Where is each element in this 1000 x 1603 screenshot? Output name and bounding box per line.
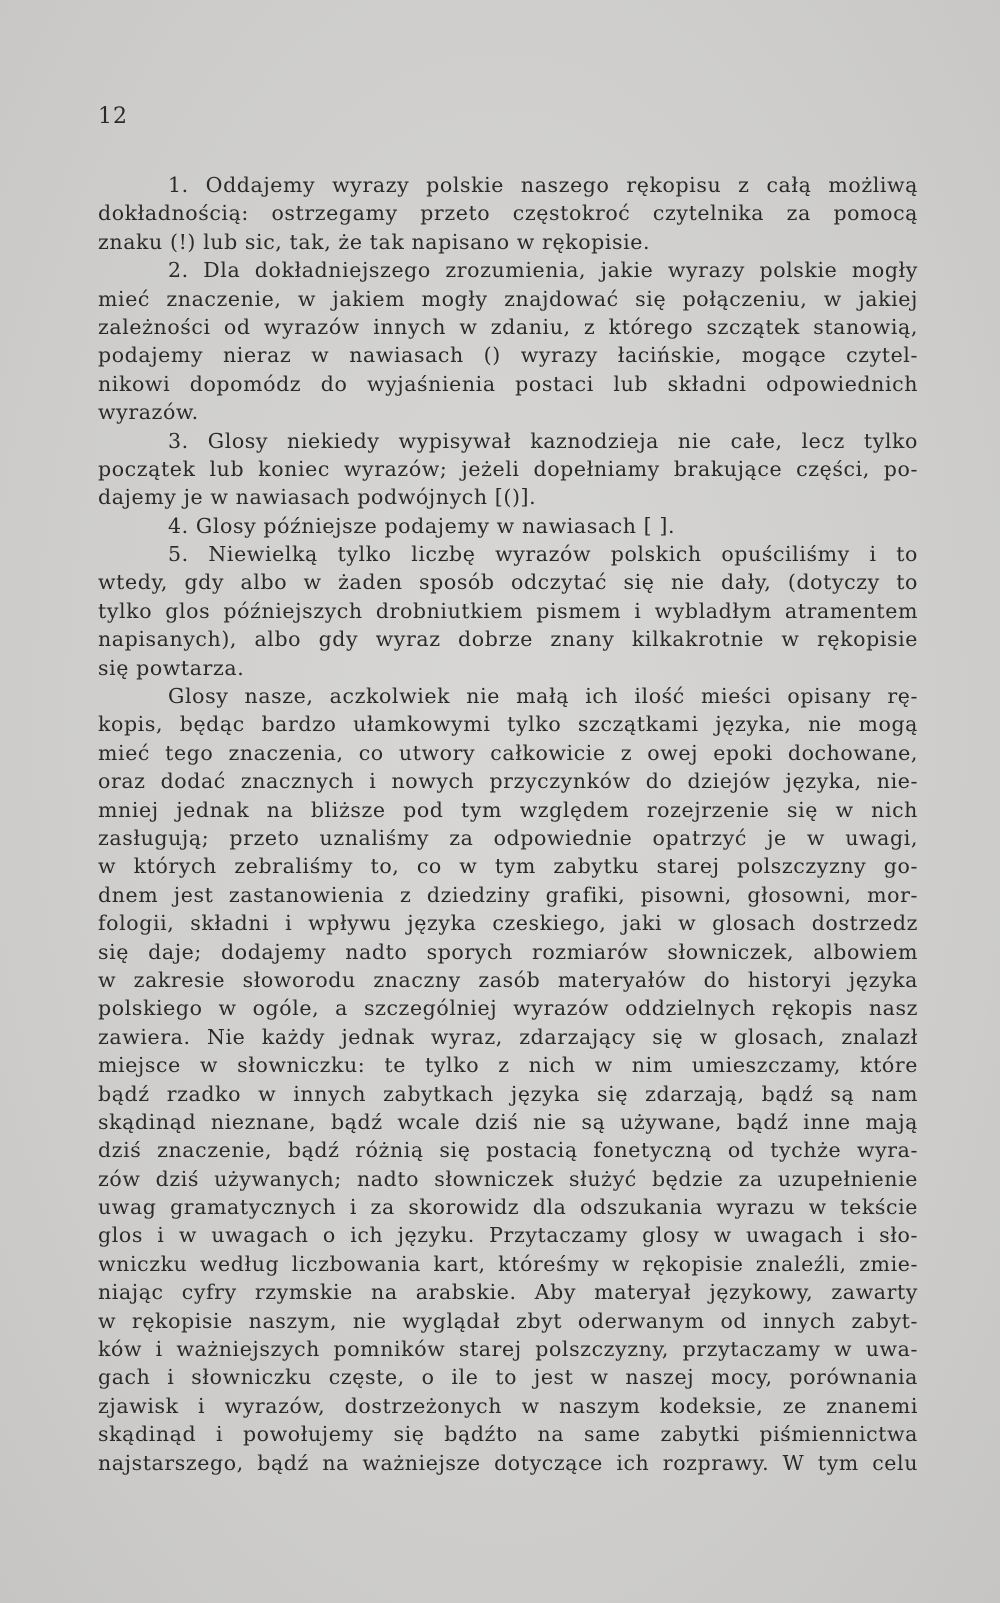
text-line: niając cyfry rzymskie na arabskie. Aby materyał językowy, zawarty	[98, 1280, 918, 1305]
text-line: najstarszego, bądź na ważniejsze dotyczące ich rozprawy. W tym celu	[98, 1450, 918, 1475]
text-line: skądinąd i powołujemy się bądźto na same zabytki piśmiennictwa	[98, 1422, 918, 1447]
text-line: podajemy nieraz w nawiasach () wyrazy łacińskie, mogące czytel-	[98, 343, 918, 368]
text-line: tylko glos późniejszych drobniutkiem pismem i wybladłym atramentem	[98, 598, 918, 623]
text-line: początek lub koniec wyrazów; jeżeli dopełniamy brakujące części, po-	[98, 456, 918, 481]
text-line: dokładnością: ostrzegamy przeto częstokroć czytelnika za pomocą	[98, 201, 918, 226]
text-line: 3. Glosy niekiedy wypisywał kaznodzieja nie całe, lecz tylko	[168, 428, 918, 453]
text-line: bądź rzadko w innych zabytkach języka się zdarzają, bądź są nam	[98, 1081, 918, 1106]
text-line: zależności od wyrazów innych w zdaniu, z którego szczątek stanowią,	[98, 314, 918, 339]
text-line: 4. Glosy późniejsze podajemy w nawiasach [ ].	[168, 513, 676, 538]
text-line: zów dziś używanych; nadto słowniczek służyć będzie za uzupełnienie	[98, 1166, 918, 1191]
text-line: zasługują; przeto uznaliśmy za odpowiednie opatrzyć je w uwagi,	[98, 825, 918, 850]
text-line: ków i ważniejszych pomników starej polszczyzny, przytaczamy w uwa-	[98, 1337, 918, 1362]
text-line: Glosy nasze, aczkolwiek nie małą ich ilość mieści opisany rę-	[168, 684, 918, 709]
text-line: nikowi dopomódz do wyjaśnienia postaci lub składni odpowiednich	[98, 371, 918, 396]
text-line: wyrazów.	[98, 400, 199, 425]
text-line: dajemy je w nawiasach podwójnych [()].	[98, 485, 537, 510]
text-line: znaku (!) lub sic, tak, że tak napisano w rękopisie.	[98, 229, 651, 254]
text-line: się powtarza.	[98, 655, 245, 680]
text-line: polskiego w ogóle, a szczególniej wyrazów oddzielnych rękopis nasz	[98, 996, 918, 1021]
text-line: w których zebraliśmy to, co w tym zabytku starej polszczyzny go-	[98, 854, 918, 879]
text-line: miejsce w słowniczku: te tylko z nich w nim umieszczamy, które	[98, 1053, 918, 1078]
text-line: kopis, będąc bardzo ułamkowymi tylko szczątkami języka, nie mogą	[98, 712, 918, 737]
text-line: uwag gramatycznych i za skorowidz dla odszukania wyrazu w tekście	[98, 1195, 918, 1220]
text-line: zjawisk i wyrazów, dostrzeżonych w naszym kodeksie, ze znanemi	[98, 1393, 918, 1418]
text-line: mieć tego znaczenia, co utwory całkowicie z owej epoki dochowane,	[98, 740, 918, 765]
text-line: 2. Dla dokładniejszego zrozumienia, jakie wyrazy polskie mogły	[168, 258, 918, 283]
text-line: w zakresie słoworodu znaczny zasób materyałów do historyi języka	[98, 967, 918, 992]
text-line: w rękopisie naszym, nie wyglądał zbyt oderwanym od innych zabyt-	[98, 1308, 918, 1333]
text-line: mieć znaczenie, w jakiem mogły znajdować się połączeniu, w jakiej	[98, 286, 918, 311]
text-line: skądinąd nieznane, bądź wcale dziś nie są używane, bądź inne mają	[98, 1109, 918, 1134]
text-line: gach i słowniczku częste, o ile to jest w naszej mocy, porównania	[98, 1365, 918, 1390]
text-line: wniczku według liczbowania kart, któreśmy w rękopisie znaleźli, zmie-	[98, 1251, 918, 1276]
text-line: się daje; dodajemy nadto sporych rozmiarów słowniczek, albowiem	[98, 939, 918, 964]
text-line: dnem jest zastanowienia z dziedziny grafiki, pisowni, głosowni, mor-	[98, 882, 918, 907]
text-line: 5. Niewielką tylko liczbę wyrazów polskich opuściliśmy i to	[168, 542, 918, 567]
body-text	[98, 171, 918, 1477]
text-line: mniej jednak na bliższe pod tym względem rozejrzenie się w nich	[98, 797, 918, 822]
text-line: 1. Oddajemy wyrazy polskie naszego rękopisu z całą możliwą	[168, 173, 918, 197]
text-line: glos i w uwagach o ich języku. Przytaczamy glosy w uwagach i sło-	[98, 1223, 918, 1248]
text-line: zawiera. Nie każdy jednak wyraz, zdarzający się w glosach, znalazł	[98, 1024, 918, 1049]
text-line: dziś znaczenie, bądź różnią się postacią fonetyczną od tychże wyra-	[98, 1138, 918, 1163]
page-number: 12	[98, 104, 128, 129]
text-line: napisanych), albo gdy wyraz dobrze znany kilkakrotnie w rękopisie	[98, 627, 918, 652]
text-line: wtedy, gdy albo w żaden sposób odczytać się nie dały, (dotyczy to	[98, 570, 918, 595]
text-line: fologii, składni i wpływu języka czeskiego, jaki w glosach dostrzedz	[98, 911, 918, 936]
text-line: oraz dodać znacznych i nowych przyczynków do dziejów języka, nie-	[98, 769, 918, 794]
